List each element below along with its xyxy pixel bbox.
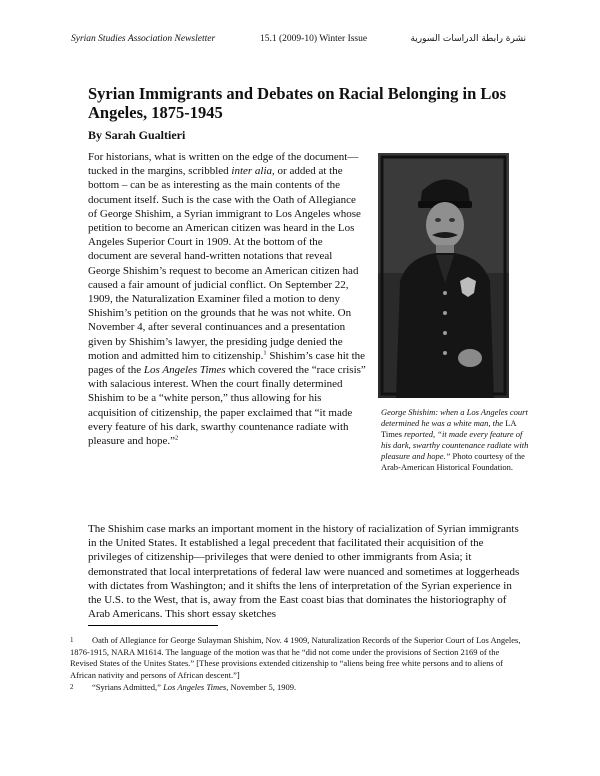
paragraph-1-text-c: Shishim’s case hit the pages of the [88,349,366,377]
newsletter-name: Syrian Studies Association Newsletter [71,34,216,44]
portrait-photo [378,153,509,398]
footnote-2 [70,682,525,694]
footnote-1-text: Oath of Allegiance for George Sulayman Shishim, Nov. 4 1909, Naturalization Records of the Superior Court of Los Angeles, 1876-1915, NARA M1614. The language of the motion was that he “did not come under the provisions of Section 2169 of the Revised States of the Unites States.” [These provisions extended citizenship to “aliens being free white persons and to aliens of African nativity and persons of African descent.”] [70,635,521,680]
photo-caption [381,407,531,473]
footnote-divider [88,625,218,626]
paragraph-1 [88,150,366,448]
caption-italic-a: George Shishim: when a Los Angeles court determined he was a white man, the [381,407,528,428]
issue-label: 15.1 (2009-10) Winter Issue [260,34,368,44]
article-title: Syrian Immigrants and Debates on Racial Belonging in Los Angeles, 1875-1945 [88,84,507,122]
footnote-1-number: 1 [70,636,74,644]
caption-text-b: LA Times [381,418,517,439]
paragraph-2: The Shishim case marks an important moment in the history of racialization of Syrian immigrants in the United States. It established a legal precedent that facilitated their acquisition of the privileges of citizenship—privileges that were denied to other immigrants from Asia; it demonstrated that local interpretations of federal law were nuanced and sometimes at loggerheads with dictates from Washington; and it shifts the lens of interpretation of the Syrian experience in the U.S. to the West, that is, away from the East coast bias that dominates the historiography of Arab Americans. This short essay sketches [88,523,520,621]
paragraph-1-text-a: For historians, what is written on the edge of the document—tucked in the margins, scribbled [88,151,359,178]
footnote-2-text-b: , November 5, 1909. [226,682,297,692]
caption-text-d: Photo courtesy of the Arab-American Historical Foundation. [381,451,525,472]
footnote-ref-1: 1 [263,349,267,357]
footnote-2-text [70,682,525,694]
newsletter-name-arabic: نشرة رابطة الدراسات السورية [410,34,526,44]
footnote-2-text-a: “Syrians Admitted,” [92,682,164,692]
footnote-2-number: 2 [70,683,74,691]
footnote-1 [70,635,525,681]
footnotes [70,635,525,695]
paragraph-1-italic-c: Los Angeles Times [143,364,226,377]
portrait-illustration [378,153,509,398]
article-byline: By Sarah Gualtieri [88,128,186,142]
footnote-ref-2: 2 [175,434,179,442]
caption-italic-c: reported, “it made every feature of his dark, swarthy countenance radiate with pleasure and hope.” [381,429,529,461]
footnote-2-italic: Los Angeles Times [163,682,227,692]
paragraph-1-text-d: which covered the “race crisis” with salacious interest. When the court finally determined Shishim to be a “white person,” thus allowing for his acquisition of citizenship, the paper exclaimed that “it made every feature of his dark, swarthy countenance radiate with pleasure and hope.” [88,364,366,448]
paragraph-1-text-b: , or added at the bottom – can be as interesting as the main contents of the document itself. Such is the case with the Oath of Allegiance of George Shishim, a Syrian immigrant to Los Angeles whose petition to become an American citizen was heard in the Los Angeles Superior Court in 1909. At the bottom of the document are several hand-written notations that reveal George Shishim’s request to become an American citizen had caused a fair amount of judicial conflict. On September 22, 1909, the Naturalization Examiner filed a motion to deny Shishim’s petition on the grounds that he was not white. On November 4, after several continuances and a presentation given by Shishim’s lawyer, the presiding judge denied the motion and admitted him to citizenship. [88,165,361,362]
paragraph-1-italic-a: inter alia [231,165,273,178]
